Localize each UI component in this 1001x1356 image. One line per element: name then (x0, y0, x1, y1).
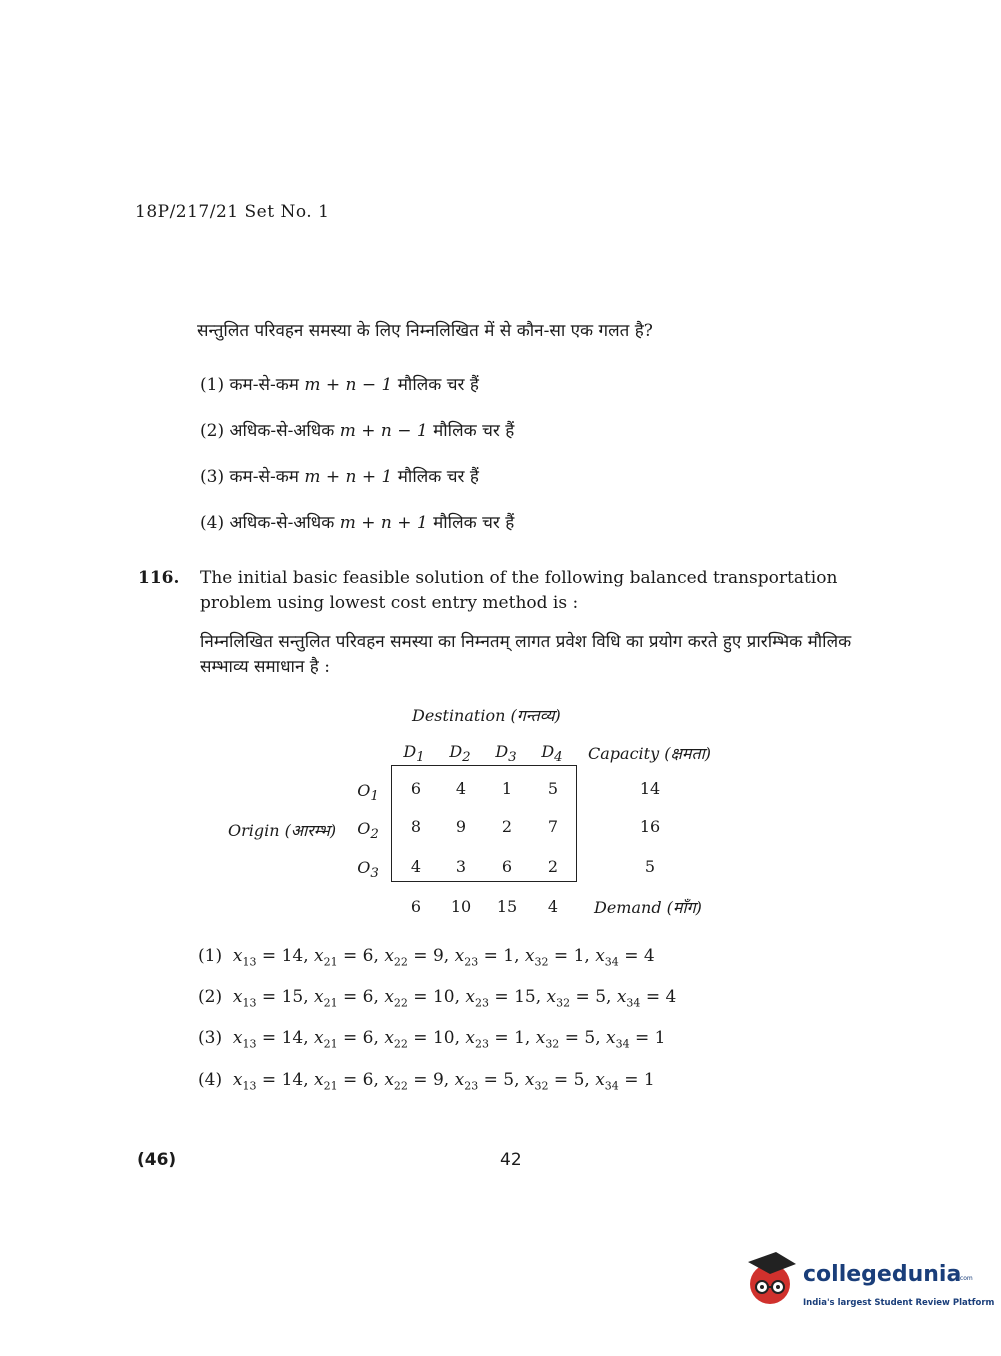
answer-option-4: (4) $x_{13} = 14$, $x_{21} = 6$, $x_{22} = 9$, $x_{23} = 5$, $x_{32} = 5$, $x_{34} = 1$ (198, 1070, 655, 1093)
prev-option-4 (200, 510, 514, 533)
cost-cell: 2 (501, 817, 513, 836)
option-pre: अधिक-से-अधिक (229, 421, 335, 441)
prev-option-1 (200, 372, 479, 395)
logo-domain: .com (958, 1275, 973, 1282)
capacity-value: 16 (639, 817, 661, 836)
question-number: 116. (138, 568, 180, 588)
dest-head-1: $D_1$ (403, 742, 425, 766)
option-number: (1) (200, 375, 225, 395)
cost-cell: 2 (547, 857, 559, 876)
option-pre: कम-से-कम (229, 467, 299, 487)
cost-cell: 7 (547, 817, 559, 836)
question-text-en: The initial basic feasible solution of the following balanced transportation problem using lowest cost entry method is : (200, 568, 838, 613)
option-post: मौलिक चर हैं (397, 467, 479, 487)
cost-cell: 4 (410, 857, 422, 876)
destination-label: Destination (गन्तव्य) (412, 706, 561, 725)
option-post: मौलिक चर हैं (397, 375, 479, 395)
footer-code: (46) (137, 1150, 177, 1170)
option-expr: m + n − 1 (304, 375, 393, 395)
origin-label: Origin (आरम्भ) (228, 821, 337, 840)
dest-head-3: $D_3$ (495, 742, 517, 766)
demand-value: 4 (547, 897, 559, 916)
cost-cell: 6 (501, 857, 513, 876)
option-pre: कम-से-कम (229, 375, 299, 395)
prev-option-2 (200, 418, 514, 441)
option-number: (3) (200, 467, 225, 487)
demand-label: Demand (माँग) (594, 898, 702, 917)
dest-head-4: $D_4$ (541, 742, 563, 766)
origin-head-1: $O_1$ (357, 781, 379, 805)
capacity-value: 14 (639, 779, 661, 798)
page-number: 42 (500, 1150, 522, 1170)
option-expr: m + n − 1 (339, 421, 428, 441)
option-number: (4) (198, 1070, 223, 1090)
option-number: (4) (200, 513, 225, 533)
cost-cell: 9 (455, 817, 467, 836)
prev-option-3 (200, 464, 479, 487)
cost-cell: 3 (455, 857, 467, 876)
dest-head-2: $D_2$ (449, 742, 471, 766)
option-number: (3) (198, 1028, 223, 1048)
logo-tagline: India's largest Student Review Platform (803, 1298, 995, 1308)
option-number: (2) (198, 987, 223, 1007)
option-expr: m + n + 1 (304, 467, 393, 487)
cost-cell: 1 (501, 779, 513, 798)
cost-cell: 8 (410, 817, 422, 836)
paper-code: 18P/217/21 Set No. 1 (135, 202, 330, 222)
capacity-value: 5 (644, 857, 656, 876)
demand-value: 6 (410, 897, 422, 916)
option-pre: अधिक-से-अधिक (229, 513, 335, 533)
capacity-label: Capacity (क्षमता) (588, 744, 711, 763)
option-expr: m + n + 1 (339, 513, 428, 533)
demand-value: 10 (450, 897, 472, 916)
cost-cell: 5 (547, 779, 559, 798)
option-number: (1) (198, 946, 223, 966)
question-text-hi: निम्नलिखित सन्तुलित परिवहन समस्या का निम्नतम् लागत प्रवेश विधि का प्रयोग करते हुए प्रारम्भिक मौलिक सम्भाव्य समाधान है : (200, 632, 852, 677)
logo-name: collegedunia (803, 1262, 962, 1287)
cost-cell: 4 (455, 779, 467, 798)
option-number: (2) (200, 421, 225, 441)
origin-head-3: $O_3$ (357, 858, 379, 882)
answer-option-1: (1) $x_{13} = 14$, $x_{21} = 6$, $x_{22} = 9$, $x_{23} = 1$, $x_{32} = 1$, $x_{34} = 4$ (198, 946, 655, 969)
answer-option-2: (2) $x_{13} = 15$, $x_{21} = 6$, $x_{22} = 10$, $x_{23} = 15$, $x_{32} = 5$, $x_{34} = 4$ (198, 987, 677, 1010)
option-post: मौलिक चर हैं (433, 513, 515, 533)
prev-question-text: सन्तुलित परिवहन समस्या के लिए निम्नलिखित में से कौन-सा एक गलत है? (197, 321, 653, 341)
origin-head-2: $O_2$ (357, 819, 379, 843)
cost-cell: 6 (410, 779, 422, 798)
option-post: मौलिक चर हैं (433, 421, 515, 441)
answer-option-3: (3) $x_{13} = 14$, $x_{21} = 6$, $x_{22} = 10$, $x_{23} = 1$, $x_{32} = 5$, $x_{34} = 1$ (198, 1028, 666, 1051)
demand-value: 15 (496, 897, 518, 916)
